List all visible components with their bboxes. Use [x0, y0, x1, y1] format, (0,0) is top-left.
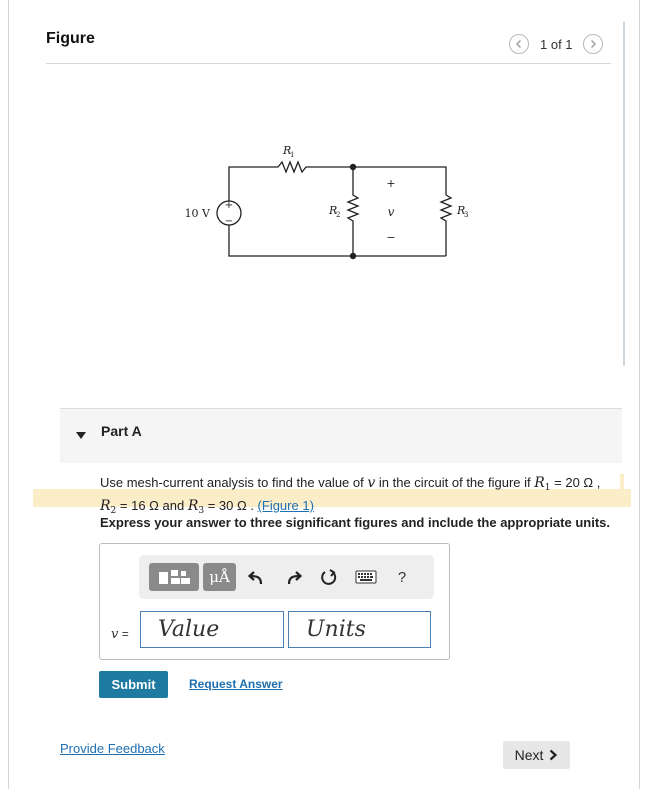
r1-sub: 1: [290, 151, 295, 159]
top-node: [350, 164, 356, 170]
v-plus: +: [386, 177, 396, 190]
r2-sub: 2: [336, 211, 341, 219]
r3-sub: 3: [464, 211, 469, 219]
answer-box: [99, 543, 450, 660]
figure-divider: [46, 63, 611, 64]
part-a-header[interactable]: [60, 409, 622, 463]
source-minus: −: [224, 216, 234, 227]
answer-variable-label: v =: [111, 627, 129, 642]
question-text: Use mesh-current analysis to find the value of v in the circuit of the figure if $R_1 = 20$ Ω , $R_2 = 16$ Ω and $R_3 = 30$ Ω . (Figure 1): [100, 475, 601, 516]
redo-button[interactable]: [282, 566, 304, 588]
math-toolbar: [139, 555, 434, 599]
undo-button[interactable]: [246, 566, 268, 588]
r2-label: R: [329, 204, 338, 217]
prev-figure-button[interactable]: [509, 34, 529, 54]
part-a-label: Part A: [101, 423, 142, 439]
keyboard-button[interactable]: [354, 566, 378, 588]
circuit-diagram: [175, 135, 475, 270]
reset-button[interactable]: [318, 566, 340, 588]
figure-title: Figure: [46, 30, 95, 47]
value-input[interactable]: Value: [140, 611, 284, 648]
chevron-right-icon: [588, 39, 598, 49]
units-symbol-button[interactable]: μÅ: [203, 563, 236, 591]
next-button[interactable]: [503, 741, 570, 769]
source-label: 10 V: [184, 207, 210, 220]
templates-icon: [156, 567, 192, 587]
chevron-left-icon: [514, 39, 524, 49]
chevron-right-icon: [548, 749, 558, 761]
help-button[interactable]: ?: [397, 568, 407, 586]
request-answer-link[interactable]: Request Answer: [189, 677, 283, 691]
provide-feedback-link[interactable]: Provide Feedback: [60, 741, 165, 756]
reset-icon: [320, 568, 338, 586]
redo-icon: [284, 568, 302, 586]
pager-text: 1 of 1: [540, 36, 573, 52]
r1-label: R: [283, 144, 292, 157]
figure-1-link[interactable]: (Figure 1): [257, 498, 314, 513]
figure-pager: [509, 34, 603, 54]
source-plus: +: [224, 200, 234, 211]
figure-scrollbar[interactable]: [623, 22, 625, 366]
next-figure-button[interactable]: [583, 34, 603, 54]
keyboard-icon: [355, 570, 377, 584]
undo-icon: [248, 568, 266, 586]
bottom-node: [350, 253, 356, 259]
templates-button[interactable]: [149, 563, 199, 591]
next-button-label: Next: [514, 747, 544, 763]
collapse-triangle-icon[interactable]: [74, 428, 88, 442]
instruction-text: Express your answer to three significant figures and include the appropriate units.: [100, 515, 610, 530]
r3-label: R: [457, 204, 466, 217]
submit-button[interactable]: Submit: [99, 671, 168, 698]
v-label: v: [387, 205, 395, 219]
units-input[interactable]: Units: [288, 611, 431, 648]
v-minus: −: [386, 231, 396, 244]
